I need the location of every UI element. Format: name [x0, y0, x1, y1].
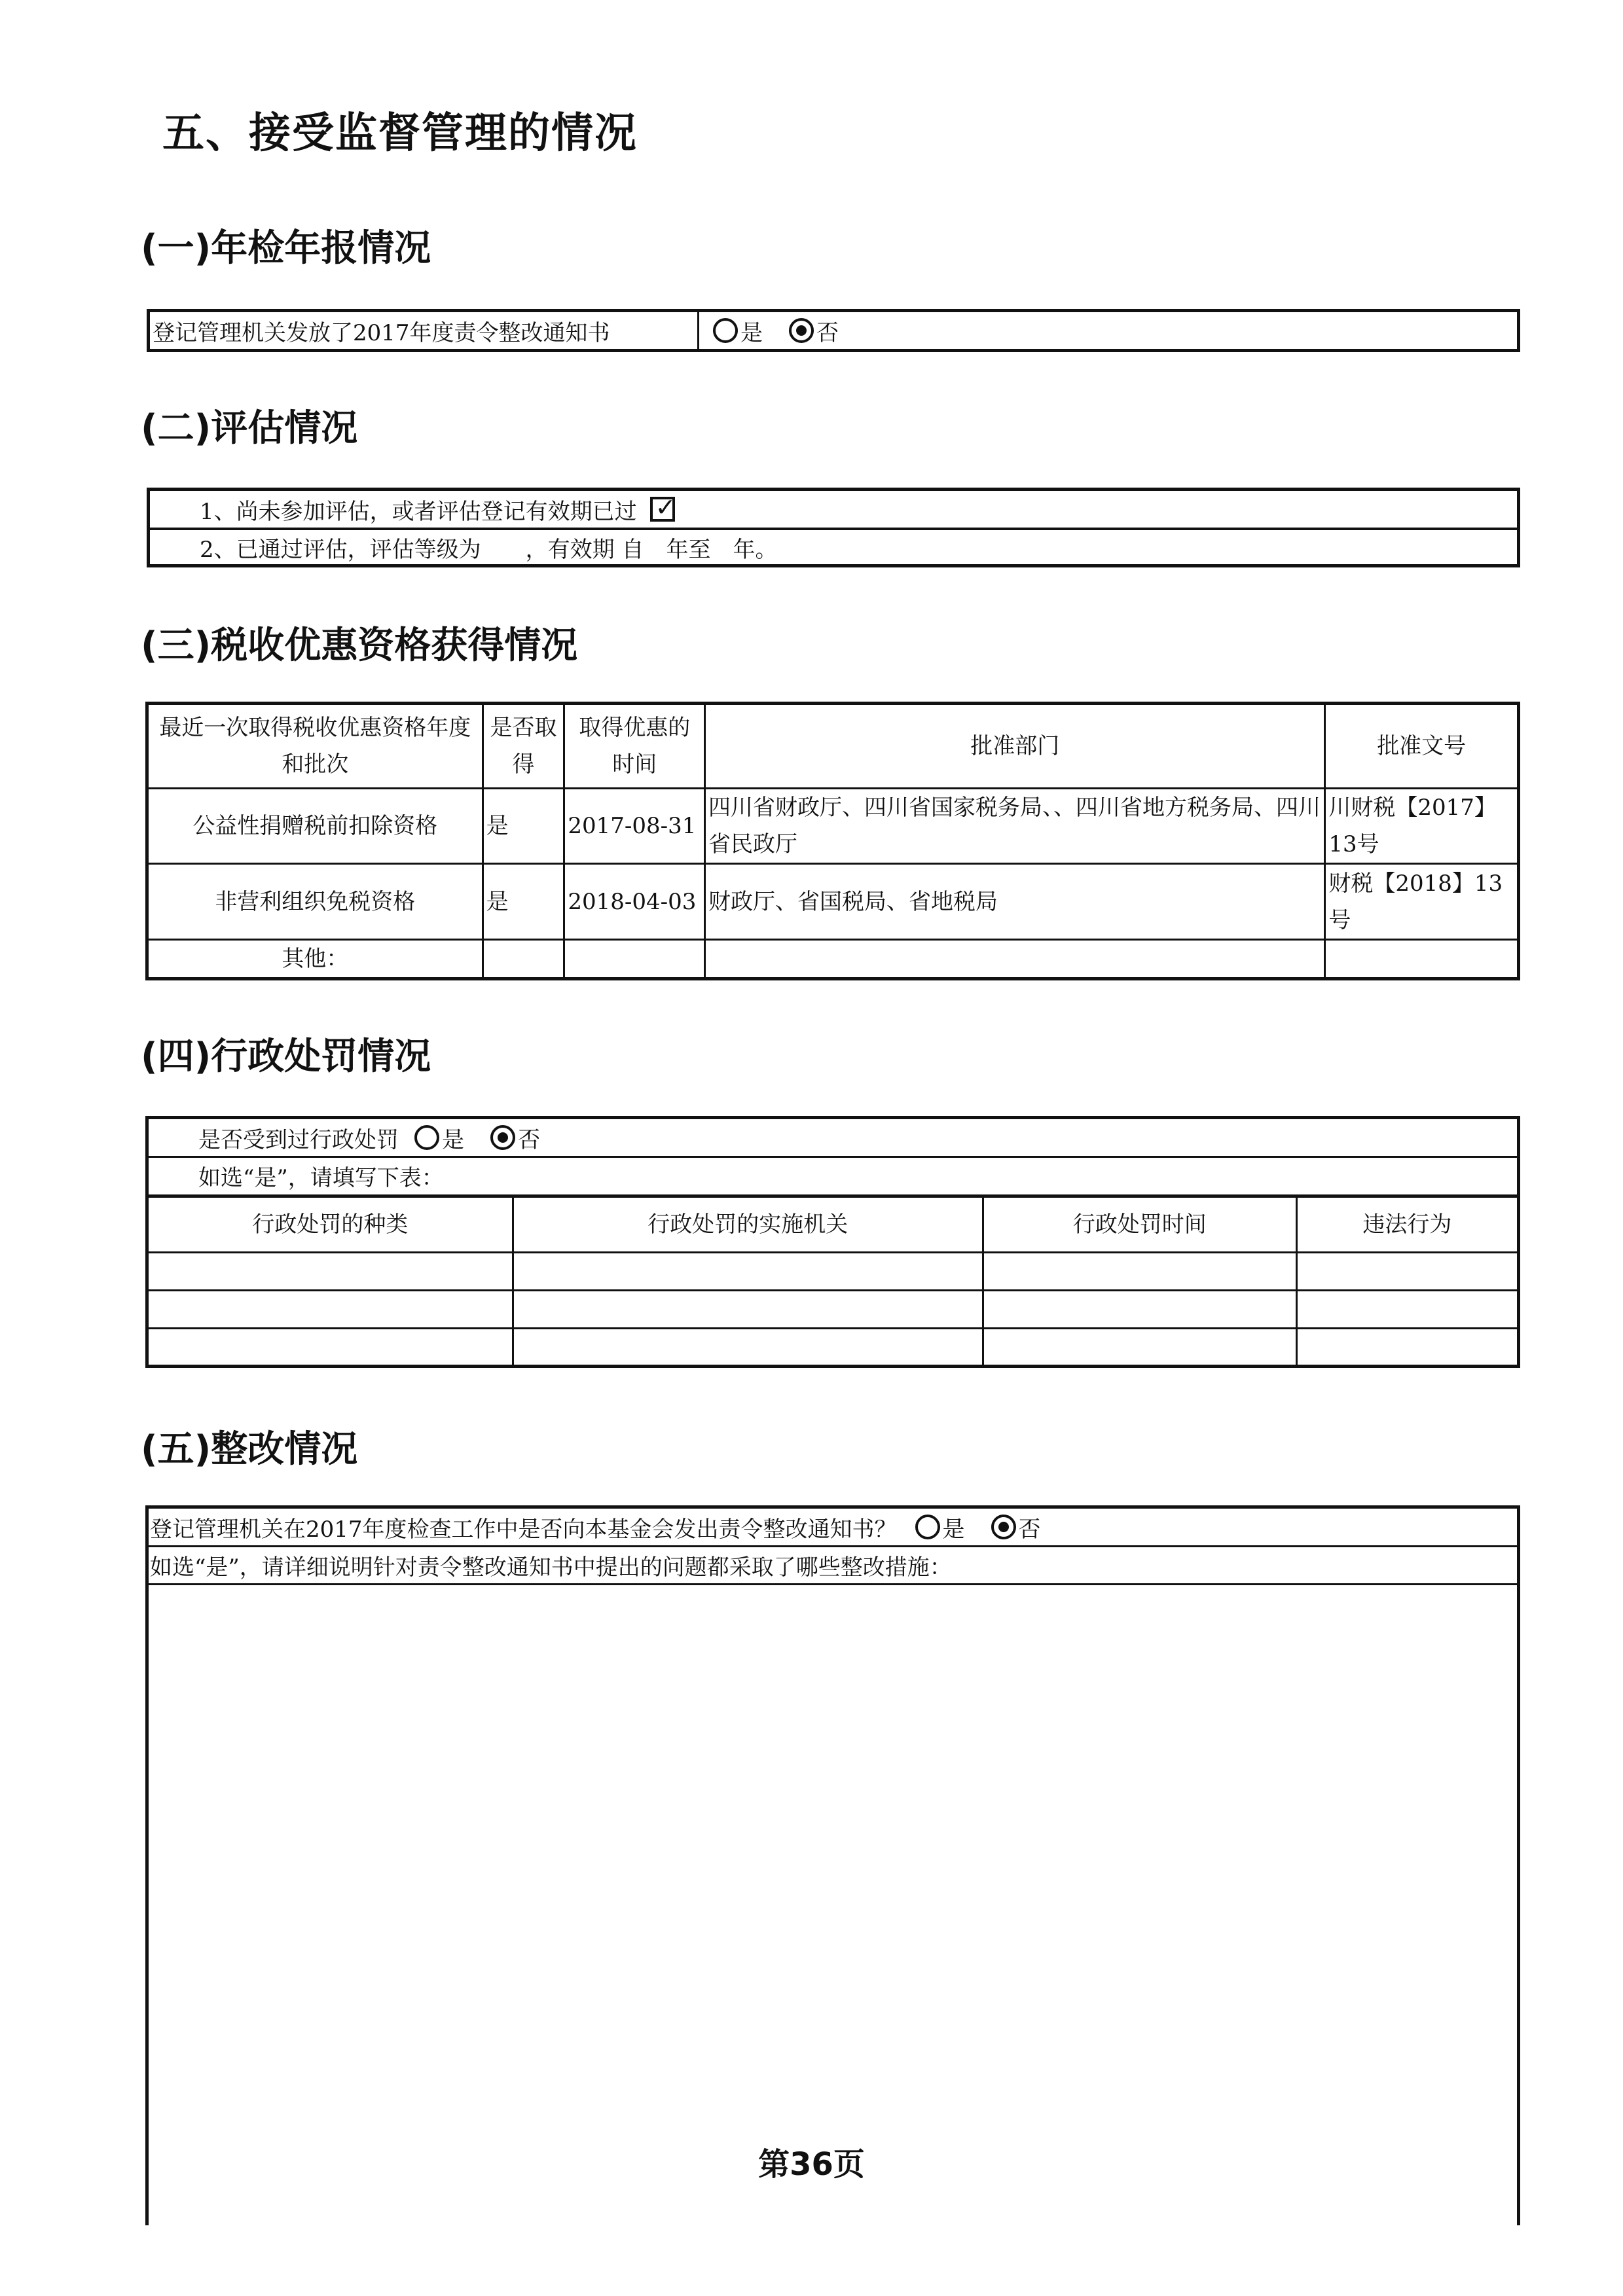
- evaluation-line-2: 2、已通过评估，评估等级为 ，有效期 自 年至 年。: [200, 536, 778, 563]
- penalty-note: 如选“是”，请填写下表：: [198, 1164, 444, 1191]
- tax-header-time: 取得优惠的时间: [564, 704, 705, 789]
- rectification-question: 登记管理机关在2017年度检查工作中是否向本基金会发出责令整改通知书？: [150, 1516, 897, 1543]
- table-row: 非营利组织免税资格 是 2018-04-03 财政厅、省国税局、省地税局 财税【2018】13号: [147, 864, 1519, 940]
- section-title-tax-preference: (三)税收优惠资格获得情况: [141, 624, 578, 667]
- penalty-table-header-row: [147, 1196, 1519, 1253]
- table-row: [147, 1253, 1519, 1291]
- radio-checked-icon: [991, 1515, 1016, 1539]
- tax-header-department: 批准部门: [705, 704, 1325, 789]
- rectification-measures-area[interactable]: [149, 1586, 1517, 2225]
- evaluation-box: [147, 488, 1520, 567]
- radio-checked-icon: [490, 1125, 515, 1150]
- tax-header-document: 批准文号: [1325, 704, 1519, 789]
- section-title-annual-inspection: (一)年检年报情况: [141, 227, 431, 270]
- section-title-rectification: (五)整改情况: [141, 1428, 358, 1471]
- section-title-evaluation: (二)评估情况: [141, 407, 358, 450]
- section-title-administrative-penalty: (四)行政处罚情况: [141, 1035, 431, 1078]
- penalty-header-violation: 违法行为: [1296, 1196, 1518, 1253]
- rectification-box: [145, 1505, 1520, 2225]
- rectification-note: 如选“是”，请详细说明针对责令整改通知书中提出的问题都采取了哪些整改措施：: [150, 1554, 952, 1581]
- penalty-header-time: 行政处罚时间: [983, 1196, 1296, 1253]
- table-row: 公益性捐赠税前扣除资格 是 2017-08-31 四川省财政厅、四川省国家税务局、、四川省地方税务局、四川省民政厅 川财税【2017】13号: [147, 789, 1519, 864]
- page-title: 五、接受监督管理的情况: [162, 109, 638, 158]
- annual-inspection-box: [147, 309, 1520, 352]
- penalty-no-option[interactable]: 否: [490, 1122, 540, 1154]
- radio-checked-icon: [789, 318, 814, 343]
- checkbox-checked-icon[interactable]: [650, 497, 675, 522]
- radio-unchecked-icon: [713, 318, 738, 343]
- tax-header-year: 最近一次取得税收优惠资格年度和批次: [147, 704, 483, 789]
- penalty-header-type: 行政处罚的种类: [147, 1196, 513, 1253]
- evaluation-line-1: 1、尚未参加评估，或者评估登记有效期已过: [200, 498, 637, 525]
- table-row: [147, 1291, 1519, 1329]
- tax-table-header-row: [147, 704, 1519, 789]
- table-row: 其他：: [147, 940, 1519, 979]
- annual-inspection-yes-option[interactable]: 是: [713, 315, 763, 347]
- table-row: [147, 1329, 1519, 1367]
- penalty-table: [145, 1194, 1520, 1368]
- tax-preference-table: [145, 702, 1520, 980]
- penalty-question-box: [145, 1116, 1520, 1194]
- tax-header-obtained: 是否取得: [483, 704, 564, 789]
- annual-inspection-no-option[interactable]: 否: [789, 315, 839, 347]
- penalty-yes-option[interactable]: 是: [414, 1122, 464, 1154]
- radio-unchecked-icon: [414, 1125, 439, 1150]
- penalty-question: 是否受到过行政处罚: [198, 1126, 399, 1153]
- radio-unchecked-icon: [915, 1515, 940, 1539]
- annual-inspection-label: 登记管理机关发放了2017年度责令整改通知书: [153, 319, 610, 346]
- penalty-header-authority: 行政处罚的实施机关: [513, 1196, 983, 1253]
- rectification-yes-option[interactable]: 是: [915, 1511, 965, 1543]
- rectification-no-option[interactable]: 否: [991, 1511, 1041, 1543]
- page-number: 第36页: [758, 2146, 865, 2183]
